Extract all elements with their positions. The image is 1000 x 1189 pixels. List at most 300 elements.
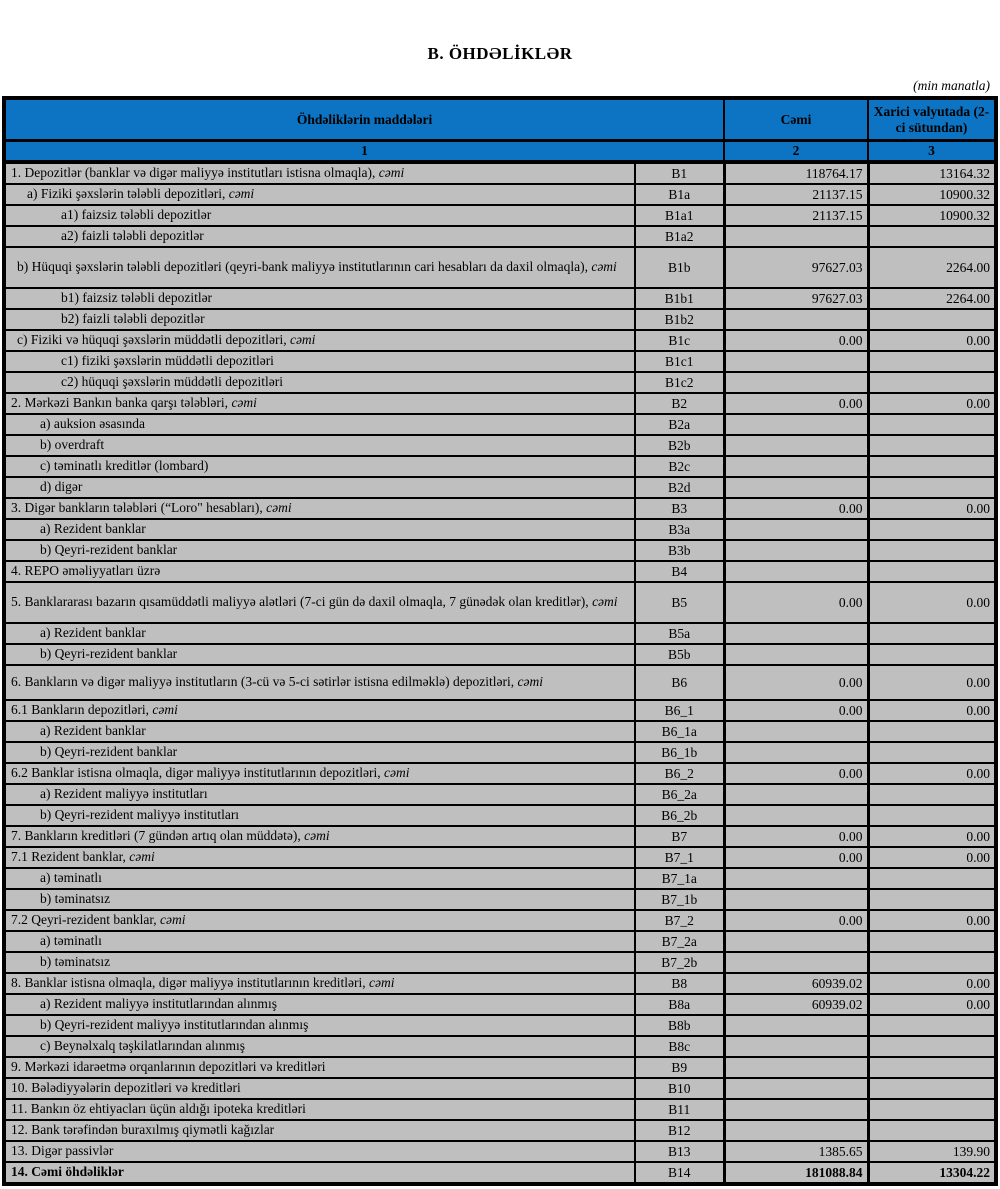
code-cell: B8a	[635, 994, 724, 1015]
item-label-cell	[4, 868, 635, 889]
item-label-cell	[4, 1141, 635, 1162]
code-cell: B2a	[635, 414, 724, 435]
code-cell: B11	[635, 1099, 724, 1120]
item-label-cell	[4, 205, 635, 226]
item-label: a) Rezident banklar	[40, 625, 146, 641]
total-value-cell	[724, 1099, 868, 1120]
column-number-total: 2	[724, 141, 868, 163]
item-label-italic-suffix: cəmi	[384, 765, 410, 781]
total-value-cell	[724, 623, 868, 644]
table-row	[4, 1057, 996, 1078]
foreign-currency-value-cell: 0.00	[868, 994, 996, 1015]
table-row	[4, 1120, 996, 1141]
table-row	[4, 435, 996, 456]
foreign-currency-value-cell	[868, 226, 996, 247]
code-cell: B7_1a	[635, 868, 724, 889]
item-label-cell	[4, 784, 635, 805]
item-label-cell	[4, 973, 635, 994]
table-row	[4, 184, 996, 205]
total-value-cell: 60939.02	[724, 973, 868, 994]
item-label-cell	[4, 351, 635, 372]
item-label-cell	[4, 931, 635, 952]
item-label-cell	[4, 721, 635, 742]
total-value-cell	[724, 889, 868, 910]
item-label: a) Rezident maliyyə institutlarından alınmış	[40, 996, 277, 1012]
code-cell: B1b1	[635, 288, 724, 309]
foreign-currency-value-cell: 0.00	[868, 582, 996, 623]
total-value-cell	[724, 1036, 868, 1057]
item-label: b) Qeyri-rezident maliyyə institutları	[40, 807, 240, 823]
foreign-currency-value-cell	[868, 456, 996, 477]
table-row	[4, 288, 996, 309]
code-cell: B5	[635, 582, 724, 623]
foreign-currency-value-cell: 10900.32	[868, 184, 996, 205]
total-value-cell: 181088.84	[724, 1162, 868, 1184]
foreign-currency-value-cell	[868, 540, 996, 561]
code-cell: B6	[635, 665, 724, 700]
code-cell: B1a2	[635, 226, 724, 247]
table-row	[4, 910, 996, 931]
table-row	[4, 330, 996, 351]
item-label-cell	[4, 226, 635, 247]
total-value-cell: 97627.03	[724, 288, 868, 309]
code-cell: B5a	[635, 623, 724, 644]
item-label: b1) faizsiz tələbli depozitlər	[61, 290, 213, 306]
code-cell: B6_2	[635, 763, 724, 784]
code-cell: B3b	[635, 540, 724, 561]
item-label-cell	[4, 498, 635, 519]
foreign-currency-value-cell	[868, 1057, 996, 1078]
code-cell: B7_1b	[635, 889, 724, 910]
foreign-currency-value-cell: 13164.32	[868, 162, 996, 184]
item-label-cell	[4, 742, 635, 763]
foreign-currency-value-cell	[868, 623, 996, 644]
item-label: 7.2 Qeyri-rezident banklar,	[11, 912, 161, 928]
item-label-cell	[4, 910, 635, 931]
code-cell: B3	[635, 498, 724, 519]
foreign-currency-value-cell	[868, 805, 996, 826]
table-row	[4, 351, 996, 372]
foreign-currency-value-cell	[868, 868, 996, 889]
total-value-cell	[724, 309, 868, 330]
header-number-row	[4, 141, 996, 163]
foreign-currency-value-cell	[868, 435, 996, 456]
total-value-cell	[724, 721, 868, 742]
item-label-cell	[4, 582, 635, 623]
table-row	[4, 952, 996, 973]
table-body	[4, 162, 996, 1184]
item-label: b) overdraft	[40, 437, 105, 453]
item-label-cell	[4, 414, 635, 435]
table-row	[4, 498, 996, 519]
total-value-cell	[724, 435, 868, 456]
item-label-cell	[4, 889, 635, 910]
total-value-cell: 0.00	[724, 847, 868, 868]
item-label: 13. Digər passivlər	[11, 1143, 114, 1159]
item-label-cell	[4, 1120, 635, 1141]
item-label: b2) faizli tələbli depozitlər	[61, 311, 205, 327]
item-label: 10. Bələdiyyələrin depozitləri və kreditləri	[11, 1080, 241, 1096]
code-cell: B2b	[635, 435, 724, 456]
code-cell: B4	[635, 561, 724, 582]
item-label-cell	[4, 540, 635, 561]
code-cell: B1a	[635, 184, 724, 205]
item-label-cell	[4, 1162, 635, 1184]
code-cell: B2	[635, 393, 724, 414]
total-value-cell	[724, 226, 868, 247]
table-row	[4, 623, 996, 644]
item-label: 6. Bankların və digər maliyyə institutların (3-cü və 5-ci sətirlər istisna edilməklə) depozitləri,	[11, 674, 518, 690]
item-label-italic-suffix: cəmi	[289, 332, 316, 348]
table-row	[4, 582, 996, 623]
item-label-cell	[4, 623, 635, 644]
code-cell: B8b	[635, 1015, 724, 1036]
liabilities-table	[2, 96, 998, 1186]
item-label-cell	[4, 393, 635, 414]
code-cell: B3a	[635, 519, 724, 540]
total-value-cell	[724, 351, 868, 372]
table-row	[4, 226, 996, 247]
foreign-currency-value-cell: 2264.00	[868, 288, 996, 309]
item-label: 4. REPO əməliyyatları üzrə	[11, 563, 161, 579]
item-label-cell	[4, 456, 635, 477]
foreign-currency-value-cell: 0.00	[868, 393, 996, 414]
code-cell: B1c	[635, 330, 724, 351]
table-row	[4, 456, 996, 477]
code-cell: B6_2b	[635, 805, 724, 826]
foreign-currency-value-cell: 0.00	[868, 330, 996, 351]
foreign-currency-value-cell	[868, 477, 996, 498]
foreign-currency-value-cell	[868, 742, 996, 763]
item-label: 9. Mərkəzi idarəetmə orqanlarının depozitləri və kreditləri	[11, 1059, 326, 1075]
total-value-cell	[724, 372, 868, 393]
table-row	[4, 889, 996, 910]
table-row	[4, 994, 996, 1015]
total-value-cell	[724, 414, 868, 435]
table-row	[4, 868, 996, 889]
code-cell: B2d	[635, 477, 724, 498]
foreign-currency-value-cell: 2264.00	[868, 247, 996, 288]
foreign-currency-value-cell	[868, 1078, 996, 1099]
item-label-italic-suffix: cəmi	[266, 500, 292, 516]
table-row	[4, 1141, 996, 1162]
code-cell: B1a1	[635, 205, 724, 226]
item-label: a) auksion əsasında	[40, 416, 145, 432]
item-label: 2. Mərkəzi Bankın banka qarşı tələbləri,	[11, 395, 232, 411]
item-label-italic-suffix: cəmi	[228, 186, 255, 202]
item-label-italic-suffix: cəmi	[378, 165, 405, 181]
table-row	[4, 247, 996, 288]
item-label: 3. Digər bankların tələbləri (“Loro" hesabları),	[11, 500, 267, 516]
total-value-cell	[724, 1057, 868, 1078]
item-label-cell	[4, 1078, 635, 1099]
table-row	[4, 721, 996, 742]
foreign-currency-value-cell: 0.00	[868, 847, 996, 868]
item-label: b) Qeyri-rezident maliyyə institutlarından alınmış	[40, 1017, 309, 1033]
table-row	[4, 763, 996, 784]
column-number-foreign: 3	[868, 141, 996, 163]
foreign-currency-value-cell	[868, 1036, 996, 1057]
code-cell: B7	[635, 826, 724, 847]
table-row	[4, 742, 996, 763]
foreign-currency-value-cell: 0.00	[868, 498, 996, 519]
total-value-cell: 0.00	[724, 498, 868, 519]
code-cell: B1c1	[635, 351, 724, 372]
foreign-currency-value-cell	[868, 931, 996, 952]
total-value-cell: 0.00	[724, 330, 868, 351]
table-row	[4, 477, 996, 498]
item-label: a) təminatlı	[40, 933, 102, 949]
item-label: 7.1 Rezident banklar,	[11, 849, 130, 865]
table-row	[4, 784, 996, 805]
item-label-cell	[4, 994, 635, 1015]
code-cell: B2c	[635, 456, 724, 477]
item-label-italic-suffix: cəmi	[369, 975, 395, 991]
foreign-currency-value-cell	[868, 1015, 996, 1036]
column-header-items: Öhdəliklərin maddələri	[4, 98, 724, 141]
total-value-cell: 60939.02	[724, 994, 868, 1015]
table-row	[4, 414, 996, 435]
code-cell: B7_1	[635, 847, 724, 868]
item-label: a) Rezident banklar	[40, 723, 146, 739]
total-value-cell	[724, 519, 868, 540]
item-label: c2) hüquqi şəxslərin müddətli depozitləri	[61, 374, 283, 390]
foreign-currency-value-cell: 0.00	[868, 973, 996, 994]
foreign-currency-value-cell	[868, 889, 996, 910]
table-row	[4, 162, 996, 184]
item-label-cell	[4, 561, 635, 582]
item-label: a1) faizsiz tələbli depozitlər	[61, 207, 212, 223]
report-page	[0, 44, 1000, 1186]
item-label: b) Qeyri-rezident banklar	[40, 744, 178, 760]
total-value-cell	[724, 784, 868, 805]
table-row	[4, 700, 996, 721]
table-row	[4, 1036, 996, 1057]
header-row	[4, 98, 996, 141]
total-value-cell	[724, 477, 868, 498]
foreign-currency-value-cell	[868, 1120, 996, 1141]
item-label: a) təminatlı	[40, 870, 102, 886]
total-value-cell: 0.00	[724, 700, 868, 721]
item-label-italic-suffix: cəmi	[304, 828, 330, 844]
table-row	[4, 644, 996, 665]
total-value-cell	[724, 1015, 868, 1036]
foreign-currency-value-cell: 0.00	[868, 910, 996, 931]
item-label-cell	[4, 1057, 635, 1078]
table-row	[4, 205, 996, 226]
table-row	[4, 931, 996, 952]
code-cell: B7_2a	[635, 931, 724, 952]
foreign-currency-value-cell: 0.00	[868, 763, 996, 784]
item-label: d) digər	[40, 479, 83, 495]
item-label: 11. Bankın öz ehtiyacları üçün aldığı ipoteka kreditləri	[11, 1101, 306, 1117]
total-value-cell: 0.00	[724, 665, 868, 700]
item-label-cell	[4, 665, 635, 700]
item-label-cell	[4, 477, 635, 498]
item-label: c) təminatlı kreditlər (lombard)	[40, 458, 209, 474]
total-value-cell: 0.00	[724, 393, 868, 414]
column-number-items: 1	[4, 141, 724, 163]
code-cell: B1b	[635, 247, 724, 288]
page-title: B. ÖHDƏLİKLƏR	[427, 44, 573, 63]
foreign-currency-value-cell: 0.00	[868, 665, 996, 700]
item-label-cell	[4, 1099, 635, 1120]
item-label-cell	[4, 330, 635, 351]
code-cell: B6_2a	[635, 784, 724, 805]
foreign-currency-value-cell	[868, 351, 996, 372]
table-row	[4, 309, 996, 330]
table-row	[4, 393, 996, 414]
item-label: 7. Bankların kreditləri (7 gündən artıq olan müddətə),	[11, 828, 305, 844]
total-value-cell: 0.00	[724, 826, 868, 847]
total-value-cell	[724, 1078, 868, 1099]
item-label-cell	[4, 952, 635, 973]
foreign-currency-value-cell	[868, 721, 996, 742]
total-value-cell: 118764.17	[724, 162, 868, 184]
table-row	[4, 561, 996, 582]
column-header-total: Cəmi	[724, 98, 868, 141]
foreign-currency-value-cell	[868, 561, 996, 582]
item-label: c1) fiziki şəxslərin müddətli depozitləri	[61, 353, 274, 369]
item-label-cell	[4, 644, 635, 665]
total-value-cell	[724, 931, 868, 952]
item-label-cell	[4, 700, 635, 721]
foreign-currency-value-cell	[868, 644, 996, 665]
item-label-cell	[4, 519, 635, 540]
item-label-cell	[4, 847, 635, 868]
table-row	[4, 540, 996, 561]
table-row	[4, 665, 996, 700]
code-cell: B7_2	[635, 910, 724, 931]
code-cell: B1	[635, 162, 724, 184]
item-label: b) Qeyri-rezident banklar	[40, 646, 178, 662]
code-cell: B6_1a	[635, 721, 724, 742]
item-label-cell	[4, 435, 635, 456]
total-value-cell: 97627.03	[724, 247, 868, 288]
item-label-cell	[4, 372, 635, 393]
total-value-cell	[724, 805, 868, 826]
total-value-cell: 0.00	[724, 910, 868, 931]
column-header-foreign: Xarici valyutada (2-ci sütundan)	[868, 98, 996, 141]
item-label: c) Fiziki və hüquqi şəxslərin müddətli depozitləri,	[17, 332, 290, 348]
table-row	[4, 973, 996, 994]
foreign-currency-value-cell	[868, 784, 996, 805]
foreign-currency-value-cell: 13304.22	[868, 1162, 996, 1184]
item-label-cell	[4, 1015, 635, 1036]
item-label-italic-suffix: cəmi	[592, 594, 618, 610]
foreign-currency-value-cell	[868, 519, 996, 540]
table-row	[4, 1078, 996, 1099]
item-label-cell	[4, 1036, 635, 1057]
table-row	[4, 372, 996, 393]
item-label: a) Fiziki şəxslərin tələbli depozitləri,	[27, 186, 229, 202]
table-row	[4, 805, 996, 826]
foreign-currency-value-cell: 10900.32	[868, 205, 996, 226]
total-value-cell: 21137.15	[724, 184, 868, 205]
item-label: 12. Bank tərəfindən buraxılmış qiymətli kağızlar	[11, 1122, 275, 1138]
code-cell: B7_2b	[635, 952, 724, 973]
item-label-cell	[4, 309, 635, 330]
item-label: b) təminatsız	[40, 891, 111, 907]
item-label-italic-suffix: cəmi	[129, 849, 155, 865]
code-cell: B9	[635, 1057, 724, 1078]
table-row	[4, 1099, 996, 1120]
item-label: a2) faizli tələbli depozitlər	[61, 228, 204, 244]
code-cell: B10	[635, 1078, 724, 1099]
item-label-italic-suffix: cəmi	[517, 674, 543, 690]
total-value-cell: 1385.65	[724, 1141, 868, 1162]
item-label: 5. Banklararası bazarın qısamüddətli maliyyə alətləri (7-ci gün də daxil olmaqla, 7 günədək olan kreditlər),	[11, 594, 593, 610]
total-value-cell	[724, 644, 868, 665]
item-label-italic-suffix: cəmi	[591, 259, 617, 275]
unit-note: (min manatla)	[913, 78, 990, 93]
total-value-cell	[724, 1120, 868, 1141]
code-cell: B6_1	[635, 700, 724, 721]
code-cell: B8	[635, 973, 724, 994]
item-label: 14. Cəmi öhdəliklər	[11, 1164, 124, 1180]
item-label-cell	[4, 247, 635, 288]
foreign-currency-value-cell	[868, 309, 996, 330]
item-label: a) Rezident maliyyə institutları	[40, 786, 208, 802]
item-label: a) Rezident banklar	[40, 521, 146, 537]
item-label-cell	[4, 826, 635, 847]
item-label-italic-suffix: cəmi	[231, 395, 257, 411]
item-label-cell	[4, 162, 635, 184]
item-label: b) Qeyri-rezident banklar	[40, 542, 178, 558]
item-label: 6.1 Bankların depozitləri,	[11, 702, 153, 718]
code-cell: B6_1b	[635, 742, 724, 763]
item-label-italic-suffix: cəmi	[160, 912, 186, 928]
total-value-cell: 21137.15	[724, 205, 868, 226]
code-cell: B14	[635, 1162, 724, 1184]
total-value-cell	[724, 868, 868, 889]
item-label: c) Beynəlxalq təşkilatlarından alınmış	[40, 1038, 246, 1054]
code-cell: B12	[635, 1120, 724, 1141]
item-label: 8. Banklar istisna olmaqla, digər maliyyə institutlarının kreditləri,	[11, 975, 370, 991]
table-row	[4, 826, 996, 847]
item-label: 6.2 Banklar istisna olmaqla, digər maliyyə institutlarının depozitləri,	[11, 765, 385, 781]
foreign-currency-value-cell	[868, 1099, 996, 1120]
item-label-cell	[4, 763, 635, 784]
table-row	[4, 1015, 996, 1036]
total-value-cell: 0.00	[724, 763, 868, 784]
foreign-currency-value-cell: 0.00	[868, 700, 996, 721]
item-label-italic-suffix: cəmi	[152, 702, 178, 718]
item-label-cell	[4, 184, 635, 205]
item-label: b) Hüquqi şəxslərin tələbli depozitləri (qeyri-bank maliyyə institutlarının cari hesabları da daxil olmaqla),	[17, 259, 592, 275]
item-label-cell	[4, 805, 635, 826]
code-cell: B1c2	[635, 372, 724, 393]
table-row	[4, 519, 996, 540]
table-row	[4, 847, 996, 868]
foreign-currency-value-cell: 0.00	[868, 826, 996, 847]
total-value-cell	[724, 561, 868, 582]
foreign-currency-value-cell: 139.90	[868, 1141, 996, 1162]
total-value-cell: 0.00	[724, 582, 868, 623]
total-value-cell	[724, 952, 868, 973]
item-label-cell	[4, 288, 635, 309]
item-label: 1. Depozitlər (banklar və digər maliyyə institutları istisna olmaqla),	[11, 165, 379, 181]
total-value-cell	[724, 540, 868, 561]
total-value-cell	[724, 742, 868, 763]
code-cell: B5b	[635, 644, 724, 665]
code-cell: B13	[635, 1141, 724, 1162]
item-label: b) təminatsız	[40, 954, 111, 970]
total-value-cell	[724, 456, 868, 477]
foreign-currency-value-cell	[868, 414, 996, 435]
code-cell: B1b2	[635, 309, 724, 330]
code-cell: B8c	[635, 1036, 724, 1057]
